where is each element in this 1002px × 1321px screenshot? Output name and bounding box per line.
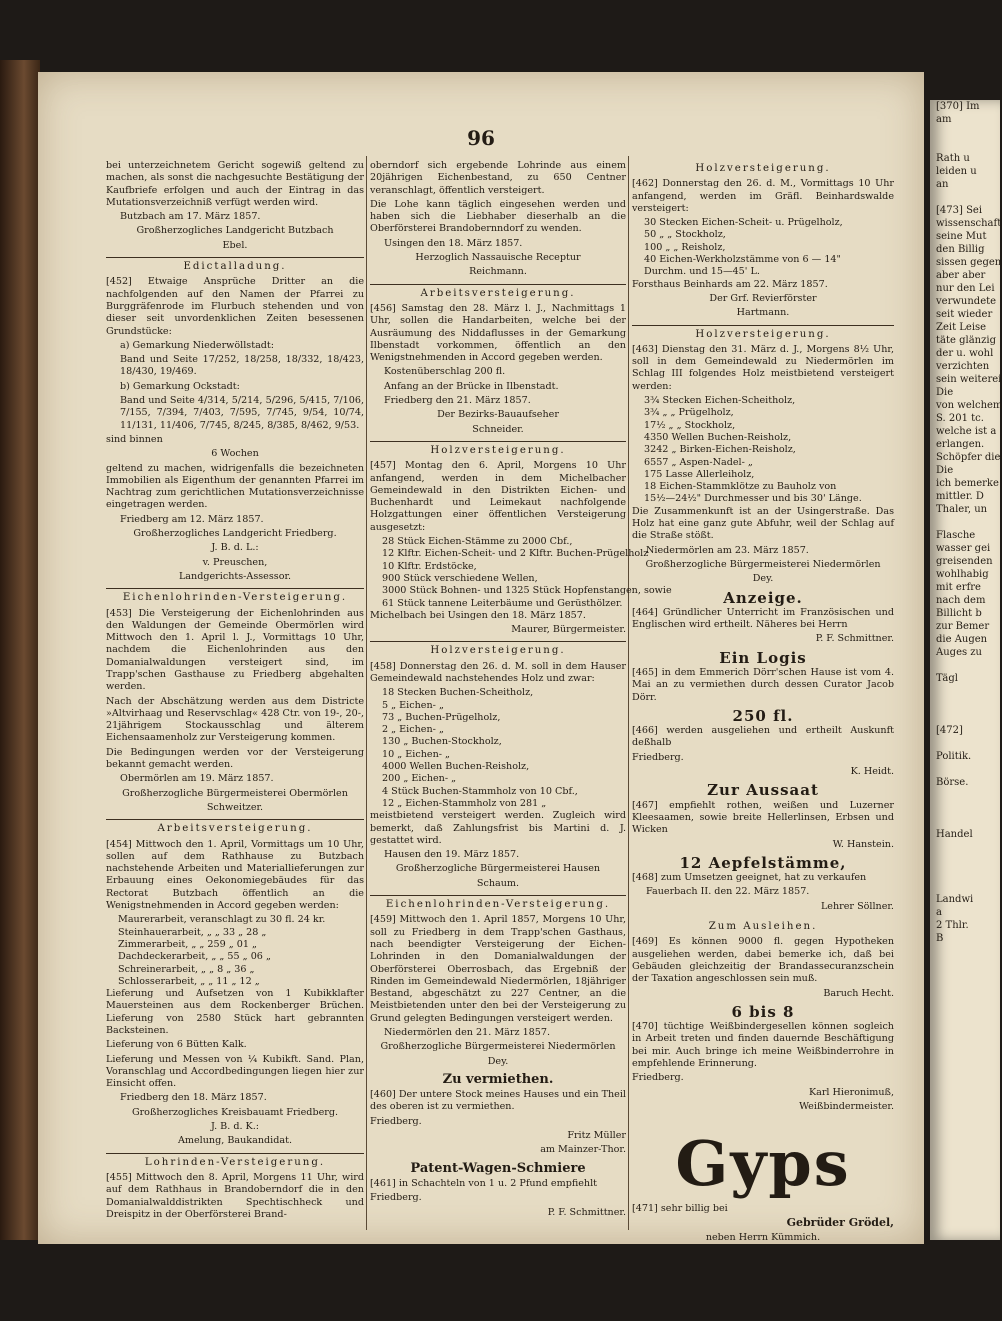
fragment-line: verwundete (936, 296, 997, 307)
fragment-line: Billicht b (936, 608, 982, 619)
notice-signature: Baruch Hecht. (823, 987, 894, 999)
section-heading: Arbeitsversteigerung. (370, 284, 626, 300)
notice-place: Friedberg. (632, 751, 684, 763)
fragment-line: wohlhabig (936, 569, 989, 580)
section-heading: Eichenlohrinden-Versteigerung. (106, 588, 364, 604)
notice-authority: Großherzogliche Bürgermeisterei Hausen (395, 863, 601, 875)
notice-authority: Großherzogliches Landgericht Butzbach (136, 225, 334, 237)
notice-authority: Großherzogliches Kreisbauamt Friedberg. (131, 1106, 339, 1118)
notice-date: Friedberg den 18. März 1857. (120, 1092, 267, 1104)
section-heading: Eichenlohrinden-Versteigerung. (370, 895, 626, 911)
notice-date: Friedberg am 12. März 1857. (120, 513, 264, 525)
fragment-line (930, 880, 1000, 893)
notice-signature: am Mainzer-Thor. (540, 1144, 626, 1156)
notice-signature: neben Herrn Kümmich. (705, 1231, 821, 1243)
list-item: 130 „ Buchen-Stockholz, (382, 736, 502, 748)
section-heading: Arbeitsversteigerung. (106, 819, 364, 835)
notice-text: [466] werden ausgeliehen und ertheilt Auskunft deßhalb (632, 725, 894, 749)
fragment-line: verzichten (936, 361, 990, 372)
fragment-line: B (936, 933, 944, 944)
fragment-line: Rath u (936, 153, 970, 164)
book-spine-left (0, 60, 40, 1240)
notice-text: oberndorf sich ergebende Lohrinde aus einem 20jährigen Eichenbestand, zu 650 Centner veranschlagt, öffentlich versteigert. (370, 160, 626, 196)
fragment-line: Tägl (936, 673, 958, 684)
notice-text: [457] Montag den 6. April, Morgens 10 Uhr anfangend, werden in dem Michelbacher Gemeindewald in den Distrikten Eichen- und Buchenhardt und Leimekaut nachfolgende Holzgattungen einer öffentlichen Versteigerung ausgesetzt: (370, 460, 626, 533)
section-heading: Patent-Wagen-Schmiere (410, 1160, 586, 1176)
list-item: 30 Stecken Eichen-Scheit- u. Prügelholz, (644, 217, 843, 229)
notice-signature: Lehrer Söllner. (820, 900, 894, 912)
list-item: 18 Stecken Buchen-Scheitholz, (382, 687, 534, 699)
list-item: 17½ „ „ Stockholz, (644, 419, 736, 431)
list-item: 4000 Wellen Buchen-Reisholz, (382, 761, 530, 773)
list-item: 12 „ Eichen-Stammholz von 281 „ (382, 797, 547, 809)
table-row: Schlosserarbeit, „ „ 11 „ 12 „ (118, 975, 260, 987)
notice-authority: Der Grf. Revierförster (709, 292, 817, 304)
column-rule (628, 156, 629, 1230)
notice-text: [459] Mittwoch den 1. April 1857, Morgens 10 Uhr, soll zu Friedberg in dem Trapp'schen Gasthaus, nach beendigter Versteigerung der Eichen-Lohrinden in den Domanialwaldungen der Oberförsterei Oberrosbach, das Ergebniß der Rinden im Gemeindewald Niedermörlen, 18jähriger Bestand, abgeschätzt zu 227 Centner, an die Meistbietenden unter den bei der Versteigerung zu Grund gelegten Bedingungen versteigert werden. (370, 914, 626, 1024)
notice-date: Forsthaus Beinhards am 22. März 1857. (632, 278, 828, 290)
list-item: 3¾ Stecken Eichen-Scheitholz, (644, 395, 796, 407)
fragment-line: [473] Sei (936, 205, 983, 216)
notice-signature: P. F. Schmittner. (547, 1206, 626, 1218)
notice-signature: Fritz Müller (567, 1130, 626, 1142)
notice-authority: Großherzogliche Bürgermeisterei Obermörlen (122, 787, 348, 799)
fragment-line: Thaler, un (936, 504, 988, 515)
wood-list (370, 536, 672, 610)
fragment-line: sissen gegen (936, 257, 1002, 268)
notice-text: [458] Donnerstag den 26. d. M. soll in dem Hauser Gemeindewald nachstehendes Holz und zwar: (370, 660, 626, 684)
list-item: 3242 „ Birken-Eichen-Reisholz, (644, 444, 796, 456)
list-item: 3¾ „ „ Prügelholz, (644, 407, 734, 419)
column-rule (366, 156, 367, 1230)
fragment-line: 2 Thlr. (936, 920, 969, 931)
newspaper-page (38, 72, 924, 1244)
fragment-line (930, 763, 1000, 776)
notice-text: [460] Der untere Stock meines Hauses und ein Theil des oberen ist zu vermiethen. (370, 1089, 626, 1113)
fragment-line: seine Mut (936, 231, 987, 242)
ad-heading: Zum Ausleihen. (708, 921, 818, 933)
fragment-line: die Augen (936, 634, 988, 645)
notice-text: meistbietend versteigert werden. Zugleich wird bemerkt, daß Zahlungsfrist bis Martini d. J. gestattet wird. (370, 810, 626, 846)
gyps-headline: Gyps (675, 1127, 851, 1201)
fragment-line: von welchem (936, 400, 1002, 411)
list-item: 6557 „ Aspen-Nadel- „ (644, 456, 753, 468)
ad-heading: 6 bis 8 (731, 1002, 795, 1021)
notice-text: Lieferung und Aufsetzen von 1 Kubikklafter Mauersteinen aus dem Rockenberger Brüchen. Lieferung von 2580 Stück hart gebrannten Backsteinen. (106, 988, 364, 1036)
section-heading: Lohrinden-Versteigerung. (106, 1153, 364, 1169)
notice-text: Kostenüberschlag 200 fl. (384, 366, 506, 378)
notice-signature: v. Preuschen, (202, 556, 268, 568)
table-row: Schreinerarbeit, „ „ 8 „ 36 „ (118, 963, 255, 975)
notice-text: Nach der Abschätzung werden aus dem Districte »Altvirhaag und Reservschlag« 428 Ctr. von 19-, 20-, 21jährigem Stockausschlag und älterem Eichensaamenholz zur Versteigerung kommen. (106, 695, 364, 744)
notice-authority: Großherzogliche Bürgermeisterei Niedermörlen (380, 1041, 616, 1053)
section-heading: Holzversteigerung. (370, 641, 626, 657)
notice-text: sind binnen (106, 433, 163, 445)
ad-heading: Zur Aussaat (707, 781, 819, 800)
notice-text: [454] Mittwoch den 1. April, Vormittags um 10 Uhr, sollen auf dem Rathhause zu Butzbach nachstehende Arbeiten und Materiallieferungen zur Erbauung eines Oekonomiegebäudes für das Rectorat Butzbach öffentlich an die Wenigstnehmenden in Accord gegeben werden: (106, 838, 364, 912)
fragment-line: zur Bemer (936, 621, 990, 632)
fragment-line: Auges zu (936, 647, 983, 658)
notice-authority: Großherzogliche Bürgermeisterei Niedermörlen (645, 558, 881, 570)
fragment-line: wissenschaft (936, 218, 1002, 229)
notice-text: Band und Seite 17/252, 18/258, 18/332, 18/423, 18/430, 19/469. (120, 354, 364, 378)
notice-signature: Amelung, Baukandidat. (177, 1135, 292, 1147)
ad-heading: Anzeige. (723, 588, 803, 607)
fragment-line: mit erfre (936, 582, 981, 593)
notice-text: 6 Wochen (211, 448, 259, 460)
section-heading: Holzversteigerung. (695, 163, 831, 174)
notice-signature: Reichmann. (469, 266, 527, 278)
notice-date: Hausen den 19. März 1857. (384, 849, 520, 861)
fragment-line: [370] Im (936, 101, 980, 112)
fragment-line (930, 867, 1000, 880)
table-row: Steinhauerarbeit, „ „ 33 „ 28 „ (118, 926, 267, 938)
list-item: 15½—24½" Durchmesser und bis 30' Länge. (644, 493, 862, 505)
notice-date: Friedberg den 21. März 1857. (384, 395, 531, 407)
fragment-line: mittler. D (936, 491, 984, 502)
fragment-line: Die (936, 465, 954, 476)
notice-date: Obermörlen am 19. März 1857. (120, 773, 274, 785)
notice-place: Friedberg. (370, 1115, 422, 1127)
notice-signature: K. Heidt. (850, 766, 894, 778)
fragment-line: sein weiterei (936, 374, 1002, 385)
notice-date: Niedermörlen am 23. März 1857. (646, 544, 809, 556)
page-number: 96 (467, 126, 495, 150)
notice-signature: Hartmann. (736, 307, 790, 319)
notice-authority: Der Bezirks-Bauaufseher (437, 409, 559, 421)
fragment-line (930, 191, 1000, 204)
list-item: 900 Stück verschiedene Wellen, (382, 572, 538, 584)
notice-text: [464] Gründlicher Unterricht im Französischen und Englischen wird ertheilt. Näheres bei Herrn (632, 606, 894, 631)
table-row: Maurerarbeit, veranschlagt zu 30 fl. 24 kr. (118, 914, 326, 926)
fragment-line: nach dem (936, 595, 986, 606)
fragment-line: nur den Lei (936, 283, 995, 294)
list-item: 3000 Stück Bohnen- und 1325 Stück Hopfenstangen, sowie (382, 585, 672, 597)
fragment-line: Landwi (936, 894, 974, 905)
notice-signature: Dey. (487, 1055, 509, 1067)
notice-text: Die Bedingungen werden vor der Versteigerung bekannt gemacht werden. (106, 746, 364, 771)
cost-table (106, 914, 364, 988)
list-item: 10 Klftr. Erdstöcke, (382, 560, 477, 572)
list-item: 5 „ Eichen- „ (382, 699, 444, 711)
column-1 (106, 160, 364, 1228)
notice-text: [452] Etwaige Ansprüche Dritter an die nachfolgenden auf den Namen der Pfarrei zu Burggräfenrode im Flurbuch stehenden und von dieser seit unvordenklichen Zeiten besessenen Grundstücke: (106, 276, 364, 337)
notice-authority: Herzoglich Nassauische Receptur (415, 252, 581, 264)
notice-text: bei unterzeichnetem Gericht sogewiß geltend zu machen, als sonst die nachgesuchte Bestätigung der Kaufbriefe erfolgen und auch der Eintrag in das Mutationsverzeichniß verfügt werden wird. (106, 160, 364, 208)
ad-heading: 250 fl. (732, 706, 794, 725)
wood-list (632, 395, 894, 506)
notice-text: Anfang an der Brücke in Ilbenstadt. (384, 380, 559, 392)
fragment-line (930, 139, 1000, 152)
list-item: 18 Eichen-Stammklötze zu Bauholz von (644, 481, 837, 493)
notice-date: Niedermörlen den 21. März 1857. (384, 1027, 551, 1038)
fragment-line (930, 698, 1000, 711)
column-2 (370, 160, 672, 1228)
wood-list (370, 687, 626, 810)
notice-signature: W. Hanstein. (832, 838, 894, 850)
list-item: 4 Stück Buchen-Stammholz von 10 Cbf., (382, 785, 578, 797)
notice-signature: Schaum. (476, 877, 520, 889)
notice-text: [465] in dem Emmerich Dörr'schen Hause ist vom 4. Mai an zu vermiethen durch dessen Curator Jacob Dörr. (632, 666, 894, 703)
list-item: 40 Eichen-Werkholzstämme von 6 — 14" (644, 254, 841, 266)
notice-text: b) Gemarkung Ockstadt: (120, 380, 240, 392)
notice-text: [461] in Schachteln von 1 u. 2 Pfund empfiehlt (370, 1177, 598, 1189)
fragment-line (930, 841, 1000, 854)
notice-text: Die Lohe kann täglich eingesehen werden und haben sich die Liebhaber dieserhalb an die Oberförsterei Brandobernndorf zu wenden. (370, 198, 626, 235)
notice-signature: Karl Hieronimuß, (808, 1086, 894, 1098)
fragment-line (930, 737, 1000, 750)
table-row: Zimmerarbeit, „ „ 259 „ 01 „ (118, 938, 257, 950)
fragment-line: an (936, 179, 949, 190)
ad-heading: 12 Aepfelstämme, (679, 853, 847, 872)
section-heading: Holzversteigerung. (370, 441, 626, 457)
fragment-line: S. 201 tc. (936, 413, 984, 424)
fragment-line (930, 789, 1000, 802)
notice-signature: Schweitzer. (206, 801, 264, 813)
section-heading: Holzversteigerung. (632, 325, 894, 341)
ad-heading: Ein Logis (719, 648, 807, 667)
wood-list (632, 217, 894, 278)
notice-text: [463] Dienstag den 31. März d. J., Morgens 8½ Uhr, soll in dem Gemeindewald zu Niedermörlen im Schlag III folgendes Holz meistbietend versteigert werden: (632, 343, 894, 392)
fragment-line: Flasche (936, 530, 976, 541)
fragment-line: aber aber (936, 270, 986, 281)
fragment-line: wasser gei (936, 543, 991, 554)
notice-text: [467] empfiehlt rothen, weißen und Luzerner Kleesaamen, sowie breite Hellerlinsen, Erbsen und Wicken (632, 799, 894, 836)
fragment-line: greisenden (936, 556, 993, 567)
fragment-line (930, 854, 1000, 867)
notice-text: geltend zu machen, widrigenfalls die bezeichneten Immobilien als Eigenthum der genannten Pfarrei im Nachtrag zum gerichtlichen Mutationsverzeichnisse eingetragen werden. (106, 462, 364, 511)
list-item: 28 Stück Eichen-Stämme zu 2000 Cbf., (382, 536, 573, 548)
notice-text: Lieferung von 6 Bütten Kalk. (106, 1039, 247, 1051)
notice-text: a) Gemarkung Niederwöllstadt: (120, 339, 275, 351)
notice-text: Die Zusammenkunft ist an der Usingerstraße. Das Holz hat eine ganz gute Abfuhr, weil der Schlag auf die Straße stößt. (632, 505, 894, 542)
notice-date: Fauerbach II. den 22. März 1857. (646, 886, 810, 898)
notice-date: Michelbach bei Usingen den 18. März 1857. (370, 609, 586, 621)
fragment-line (930, 685, 1000, 698)
notice-text: [453] Die Versteigerung der Eichenlohrinden aus den Waldungen der Gemeinde Obermörlen wird Mittwoch den 1. April l. J., Vormittags 10 Uhr, nachdem die Eichenlohrinden aus den Domanialwaldungen versteigert sind, im Trapp'schen Gasthause zu Friedberg abgehalten werden. (106, 607, 364, 693)
fragment-line: Die (936, 387, 954, 398)
fragment-line (930, 815, 1000, 828)
notice-text: Lieferung und Messen von ¼ Kubikft. Sand. Plan, Voranschlag und Accordbedingungen liegen hier zur Einsicht offen. (106, 1053, 364, 1090)
list-item: 175 Lasse Allerleiholz, (644, 468, 755, 480)
notice-place: Friedberg. (632, 1072, 684, 1084)
notice-signature: Gebrüder Grödel, (786, 1216, 894, 1230)
list-item: 10 „ Eichen- „ (382, 748, 451, 760)
fragment-line: Schöpfer die (936, 452, 1001, 463)
notice-signature: Weißbindermeister. (799, 1100, 894, 1112)
fragment-line (930, 802, 1000, 815)
notice-text: [469] Es können 9000 fl. gegen Hypotheken ausgeliehen werden, dabei bemerke ich, daß bei Gebäuden gleichzeitig der Brandassecuranzschein der Taxation angeschlossen sein muß. (632, 936, 894, 985)
notice-signature: Landgerichts-Assessor. (178, 570, 292, 582)
section-heading: Zu vermiethen. (442, 1071, 554, 1087)
list-item: 61 Stück tannene Leiterbäume und Gerüsthölzer. (382, 597, 623, 609)
list-item: 4350 Wellen Buchen-Reisholz, (644, 431, 792, 443)
list-item: 50 „ „ Stockholz, (644, 229, 726, 241)
fragment-line (930, 126, 1000, 139)
section-heading: Edictalladung. (106, 257, 364, 273)
fragment-line: [472] (936, 725, 963, 736)
fragment-line: welche ist a (936, 426, 997, 437)
fragment-line: seit wieder (936, 309, 993, 320)
notice-signature: P. F. Schmittner. (815, 633, 894, 645)
notice-signature: Dey. (752, 573, 774, 585)
notice-text: Band und Seite 4/314, 5/214, 5/296, 5/415, 7/106, 7/155, 7/394, 7/403, 7/595, 7/745, 9/54, 10/74, 11/131, 11/406, 7/745, 8/245, 8/385, 8/462, 9/53. (120, 395, 364, 431)
notice-text: [455] Mittwoch den 8. April, Morgens 11 Uhr, wird auf dem Rathhaus in Brandoberndorf die in den Domanialwalddistrikten Spechtischheck und Dreispitz in der Oberförsterei Brand- (106, 1171, 364, 1220)
fragment-line (930, 711, 1000, 724)
fragment-line: den Billig (936, 244, 985, 255)
notice-signature: Maurer, Bürgermeister. (511, 624, 626, 636)
list-item: 100 „ „ Reisholz, (644, 241, 726, 253)
notice-date: Usingen den 18. März 1857. (384, 237, 523, 249)
notice-text: [468] zum Umsetzen geeignet, hat zu verkaufen (632, 872, 867, 884)
fragment-line (930, 659, 1000, 672)
notice-signature: Ebel. (222, 239, 248, 251)
notice-text: [470] tüchtige Weißbindergesellen können sogleich in Arbeit treten und finden dauernde Beschäftigung bei mir. Auch bringe ich meine Weißbinderrohre in empfehlende Erinnerung. (632, 1021, 894, 1069)
notice-text: [471] sehr billig bei (632, 1203, 728, 1215)
list-item: 200 „ Eichen- „ (382, 773, 457, 785)
list-item: 73 „ Buchen-Prügelholz, (382, 711, 501, 723)
fragment-line: Börse. (936, 777, 969, 788)
fragment-line (930, 516, 1000, 529)
fragment-line: der u. wohl (936, 348, 994, 359)
notice-place: Friedberg. (370, 1192, 422, 1204)
notice-text: [462] Donnerstag den 26. d. M., Vormittags 10 Uhr anfangend, werden im Gräfl. Beinhardswalde versteigert: (632, 178, 894, 214)
fragment-line: täte glänzig (936, 335, 996, 346)
list-item: 2 „ Eichen- „ (382, 724, 444, 736)
fragment-line: Handel (936, 829, 973, 840)
fragment-line: erlangen. (936, 439, 985, 450)
fragment-line: Zeit Leise (936, 322, 987, 333)
adjacent-page-fragment (930, 100, 1000, 1240)
notice-text: [456] Samstag den 28. März l. J., Nachmittags 1 Uhr, sollen die Handarbeiten, welche bei der Ausräumung des Niddaflusses in der Gemarkung Ilbenstadt vorkommen, öffentlich an den Wenigstnehmenden in Accord gegeben werden. (370, 302, 626, 364)
notice-signature: Schneider. (472, 423, 524, 435)
notice-authority: Großherzogliches Landgericht Friedberg. (133, 528, 337, 540)
notice-signature: J. B. d. K.: (210, 1121, 260, 1133)
fragment-line: leiden u (936, 166, 977, 177)
fragment-line: a (936, 907, 942, 918)
table-row: Dachdeckerarbeit, „ „ 55 „ 06 „ (118, 951, 271, 963)
list-item: 12 Klftr. Eichen-Scheit- und 2 Klftr. Buchen-Prügelholz (382, 548, 649, 560)
notice-date: Butzbach am 17. März 1857. (120, 211, 261, 223)
fragment-line: am (936, 114, 952, 125)
notice-signature: J. B. d. L.: (211, 542, 259, 554)
fragment-line: Politik. (936, 751, 972, 762)
list-item: Durchm. und 15—45' L. (644, 266, 760, 278)
column-3 (632, 160, 894, 1243)
fragment-line: ich bemerke (936, 478, 999, 489)
